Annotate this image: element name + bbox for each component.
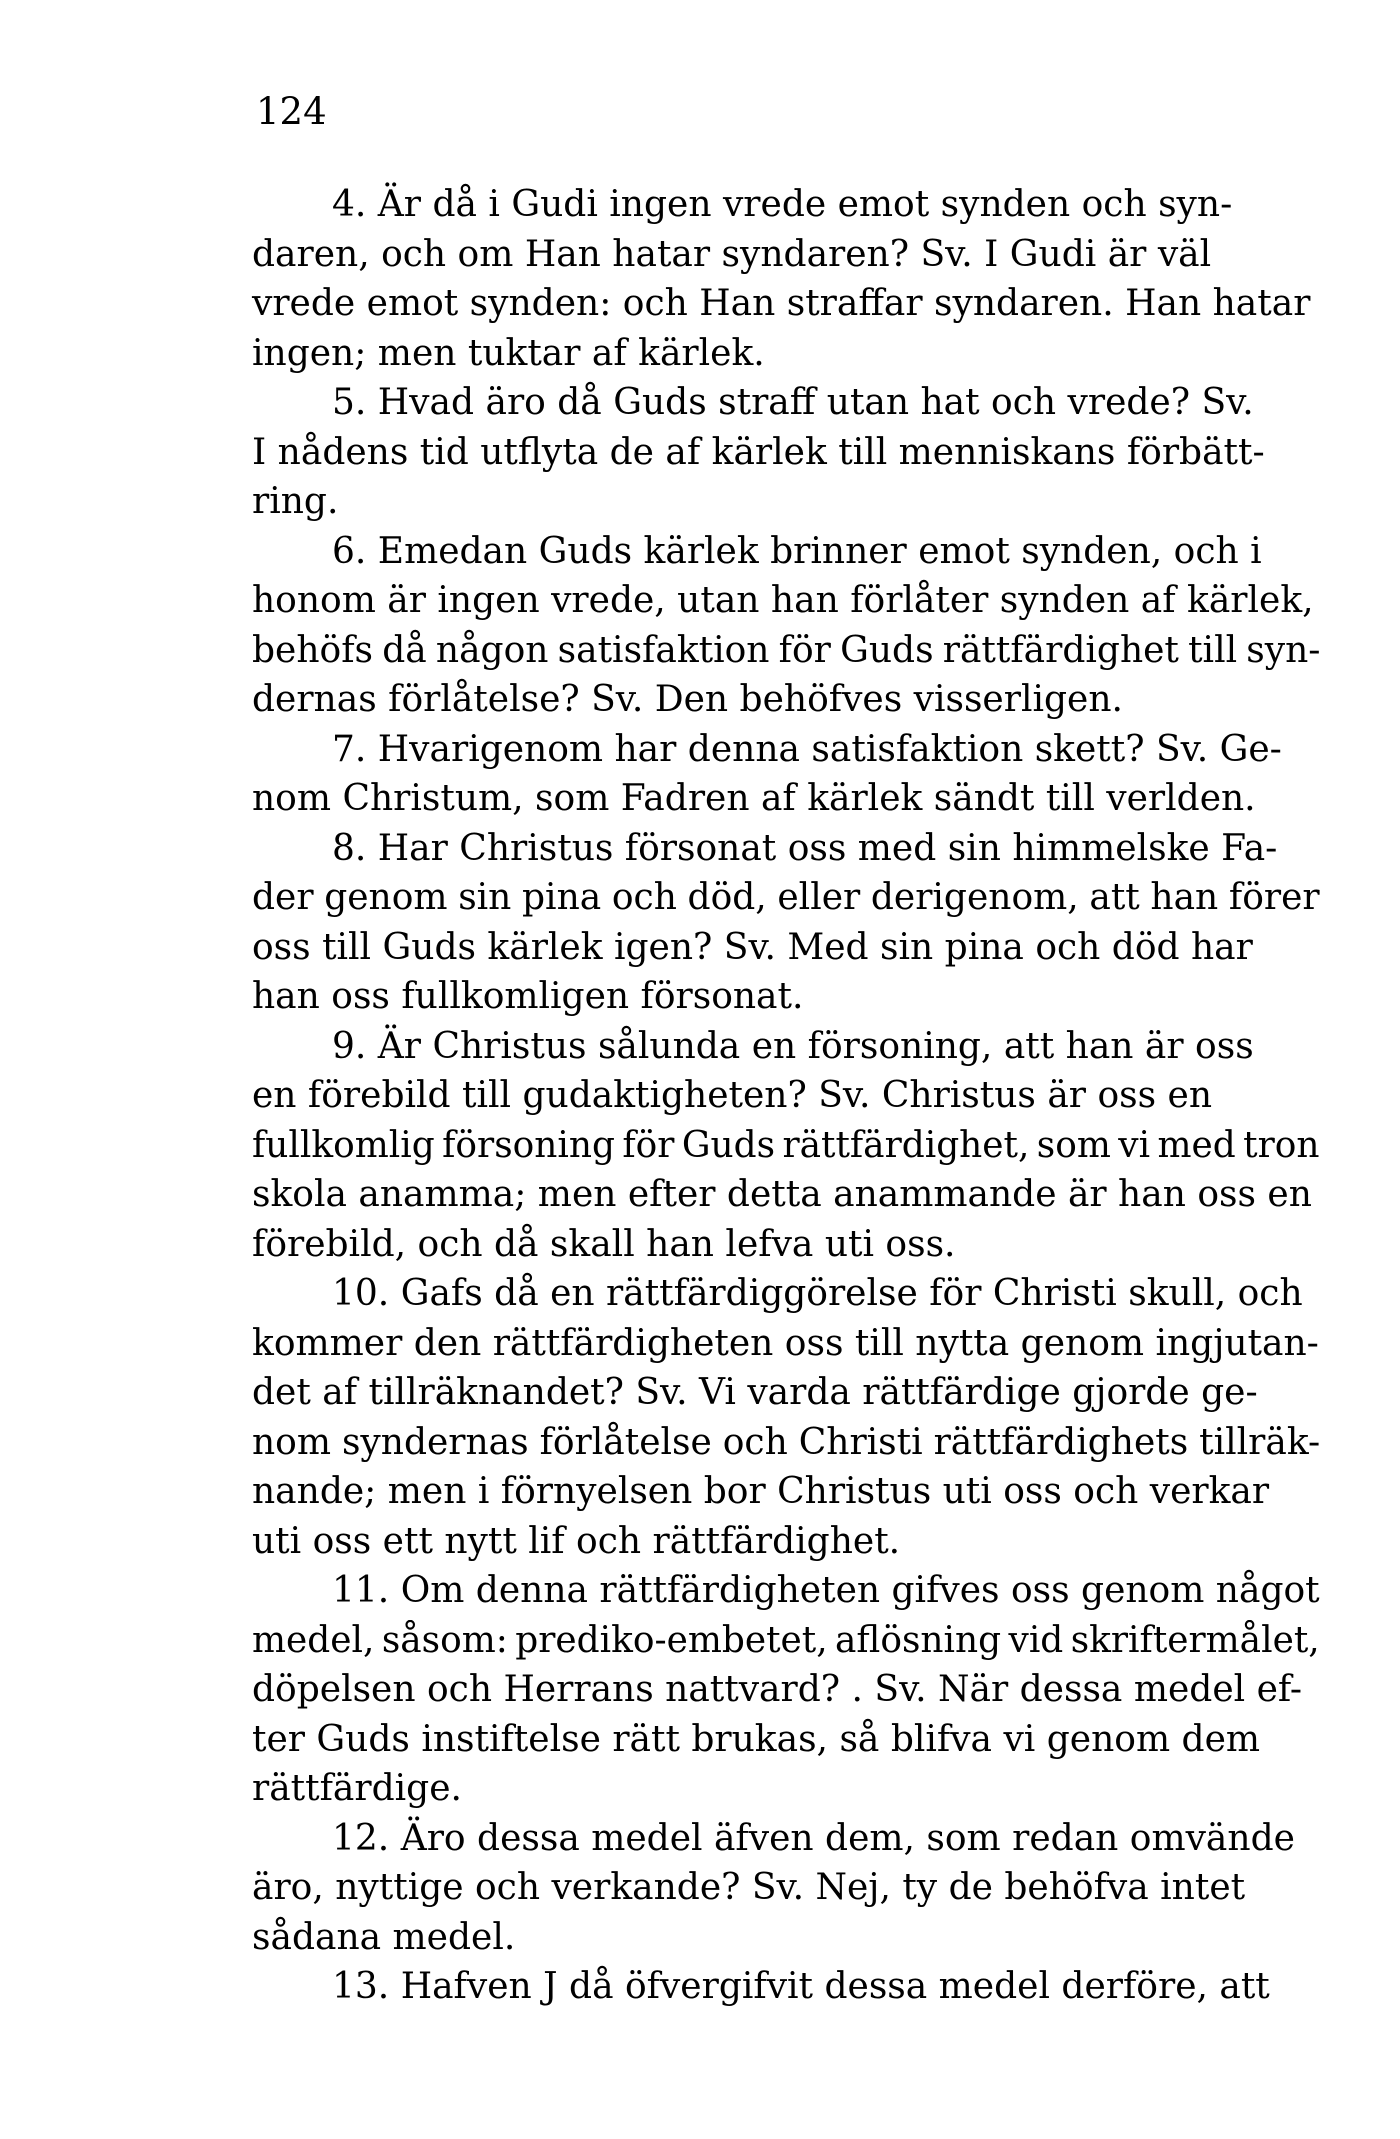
paragraph-line: uti oss ett nytt lif och rättfärdighet. xyxy=(252,1520,901,1562)
paragraph-line: oss till Guds kärlek igen? Sv. Med sin pina och död har xyxy=(252,926,1253,968)
question-paragraph xyxy=(252,378,1320,527)
question-paragraph xyxy=(252,180,1320,378)
paragraph-line: en förebild till gudaktigheten? Sv. Christus är oss en xyxy=(252,1075,1213,1116)
paragraph-line: dernas förlåtelse? Sv. Den behöfves visserligen. xyxy=(252,679,1123,720)
paragraph-line: äro, nyttige och verkande? Sv. Nej, ty de behöfva intet xyxy=(252,1867,1246,1908)
paragraph-line: rättfärdige. xyxy=(252,1768,462,1809)
book-page xyxy=(252,92,1320,2012)
paragraph-line: fullkomlig försoning för Guds rättfärdighet, som vi med tron xyxy=(252,1124,1320,1166)
paragraph-line: ter Guds instiftelse rätt brukas, så blifva vi genom dem xyxy=(252,1718,1261,1760)
question-paragraph xyxy=(252,527,1320,725)
paragraph-first-line: 11. Om denna rättfärdigheten gifves oss genom något xyxy=(332,1570,1320,1611)
paragraph-first-line: 5. Hvad äro då Guds straff utan hat och vrede? Sv. xyxy=(332,382,1254,423)
paragraph-line: ingen; men tuktar af kärlek. xyxy=(252,332,765,374)
paragraph-first-line: 13. Hafven J då öfvergifvit dessa medel derföre, att xyxy=(332,1966,1270,2007)
paragraph-line: han oss fullkomligen försonat. xyxy=(252,976,804,1017)
paragraph-line: sådana medel. xyxy=(252,1916,516,1958)
paragraph-line: döpelsen och Herrans nattvard? . Sv. När dessa medel ef- xyxy=(252,1669,1303,1710)
question-paragraph xyxy=(252,1962,1320,2012)
page-body xyxy=(252,180,1320,2012)
paragraph-first-line: 4. Är då i Gudi ingen vrede emot synden och syn- xyxy=(332,184,1233,225)
paragraph-line: nande; men i förnyelsen bor Christus uti oss och verkar xyxy=(252,1471,1270,1512)
paragraph-line: vrede emot synden: och Han straffar syndaren. Han hatar xyxy=(252,283,1311,324)
paragraph-first-line: 10. Gafs då en rättfärdiggörelse för Christi skull, och xyxy=(332,1273,1303,1314)
paragraph-line: der genom sin pina och död, eller derigenom, att han förer xyxy=(252,877,1320,918)
paragraph-first-line: 6. Emedan Guds kärlek brinner emot synden, och i xyxy=(332,530,1262,572)
paragraph-line: behöfs då någon satisfaktion för Guds rättfärdighet till syn- xyxy=(252,629,1321,671)
question-paragraph xyxy=(252,1814,1320,1963)
paragraph-line: nom syndernas förlåtelse och Christi rättfärdighets tillräk- xyxy=(252,1421,1321,1463)
paragraph-line: kommer den rättfärdigheten oss till nytta genom ingjutan- xyxy=(252,1322,1319,1364)
paragraph-line: förebild, och då skall han lefva uti oss. xyxy=(252,1223,956,1265)
question-paragraph xyxy=(252,725,1320,824)
paragraph-first-line: 7. Hvarigenom har denna satisfaktion skett? Sv. Ge- xyxy=(332,728,1282,770)
paragraph-first-line: 9. Är Christus sålunda en försoning, att han är oss xyxy=(332,1025,1254,1067)
question-paragraph xyxy=(252,824,1320,1022)
paragraph-line: det af tillräknandet? Sv. Vi varda rättfärdige gjorde ge- xyxy=(252,1372,1258,1413)
paragraph-line: honom är ingen vrede, utan han förlåter synden af kärlek, xyxy=(252,580,1314,621)
paragraph-line: daren, och om Han hatar syndaren? Sv. I Gudi är väl xyxy=(252,233,1212,275)
paragraph-line: nom Christum, som Fadren af kärlek sändt till verlden. xyxy=(252,778,1256,819)
paragraph-line: ring. xyxy=(252,481,339,522)
paragraph-line: I nådens tid utflyta de af kärlek till menniskans förbätt- xyxy=(252,431,1265,473)
page-number: 124 xyxy=(256,90,327,133)
paragraph-first-line: 8. Har Christus försonat oss med sin himmelske Fa- xyxy=(332,827,1278,869)
question-paragraph xyxy=(252,1022,1320,1270)
paragraph-line: medel, såsom: prediko-embetet, aflösning vid skriftermålet, xyxy=(252,1619,1320,1661)
question-paragraph xyxy=(252,1566,1320,1814)
paragraph-first-line: 12. Äro dessa medel äfven dem, som redan omvände xyxy=(332,1817,1295,1859)
paragraph-line: skola anamma; men efter detta anammande är han oss en xyxy=(252,1174,1312,1215)
question-paragraph xyxy=(252,1269,1320,1566)
